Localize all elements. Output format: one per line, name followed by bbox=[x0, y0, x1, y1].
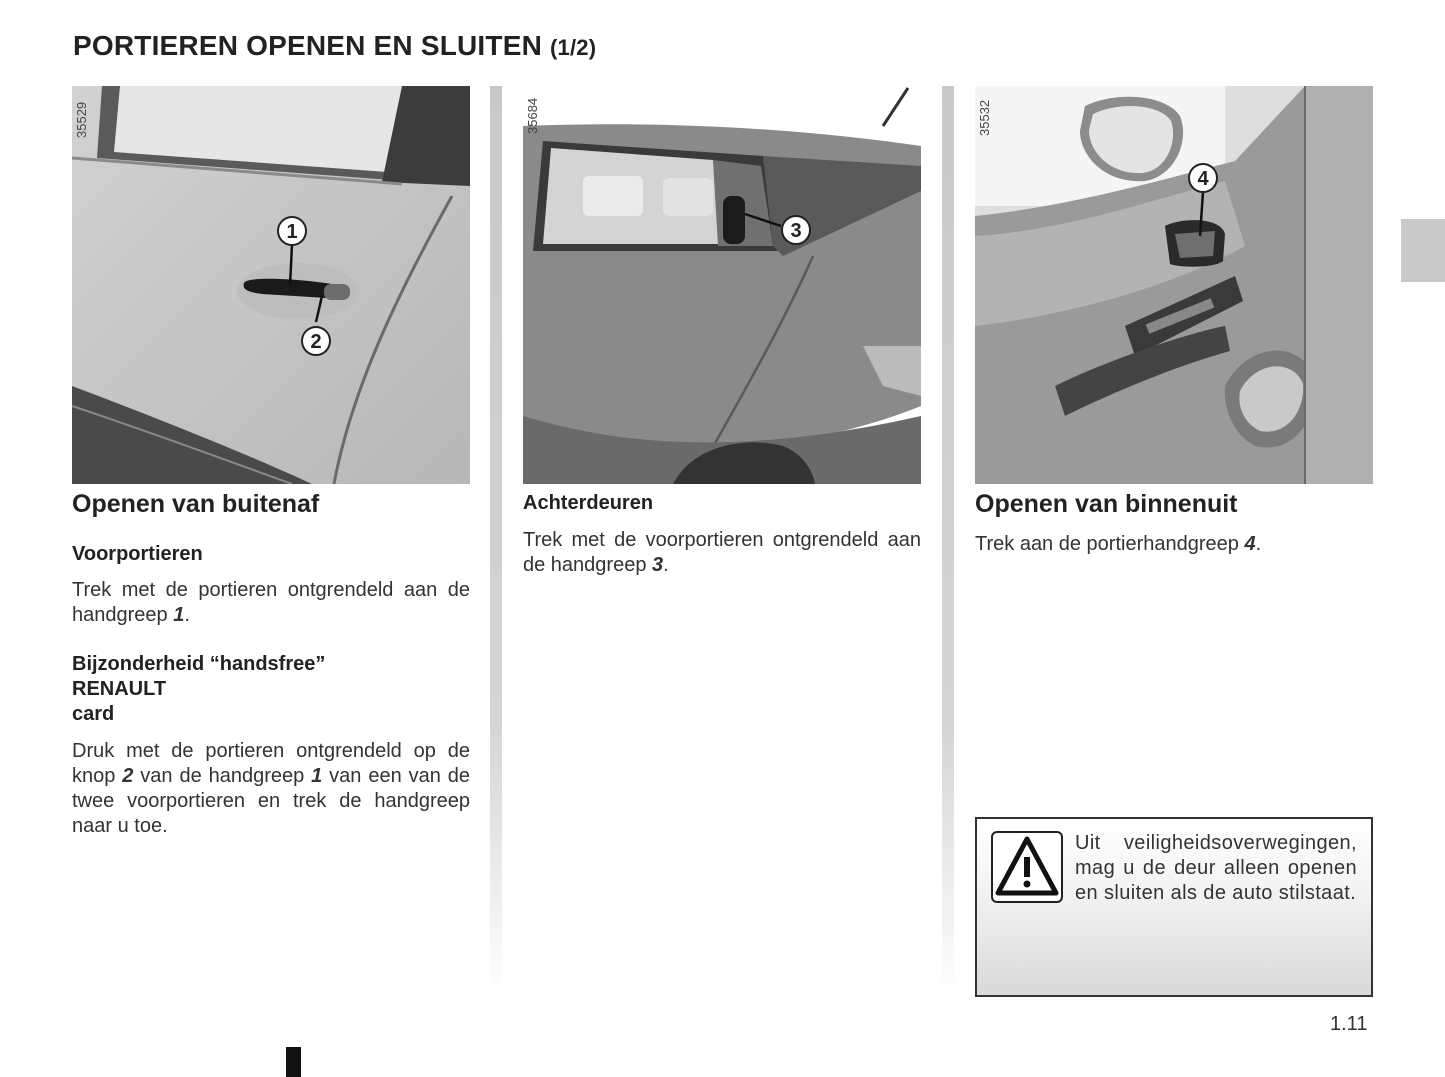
text: Druk met de portieren ontgrendeld op de knop bbox=[72, 740, 470, 787]
section-heading: Openen van buitenaf bbox=[72, 490, 320, 518]
column-divider bbox=[942, 86, 954, 996]
callout-4-label: 4 bbox=[1197, 168, 1209, 190]
text: van een van de twee voorportieren en trek de handgreep naar u toe. bbox=[72, 765, 470, 837]
text: Bijzonderheid “handsfree” bbox=[72, 653, 326, 675]
chapter-tab bbox=[1401, 219, 1445, 282]
paragraph-rear-doors bbox=[523, 528, 921, 578]
ref-number: 3 bbox=[652, 554, 664, 576]
text: van de handgreep bbox=[133, 765, 312, 787]
paragraph-front-doors bbox=[72, 578, 470, 628]
page-title-text: PORTIEREN OPENEN EN SLUITEN bbox=[73, 30, 543, 61]
warning-text: Uit veiligheidsoverwegingen, mag u de deur alleen openen en sluiten als de auto stilstaat. bbox=[1075, 832, 1357, 904]
warning-box bbox=[975, 817, 1373, 997]
figure-id: 35684 bbox=[525, 97, 540, 134]
ref-number: 1 bbox=[311, 765, 323, 787]
callout-3-label: 3 bbox=[790, 220, 802, 242]
callout-1 bbox=[278, 217, 306, 245]
figure-exterior-door-handle bbox=[72, 86, 470, 484]
column-inside-opening bbox=[975, 86, 1373, 555]
warning-triangle-icon bbox=[991, 831, 1063, 903]
text: Trek aan de portierhandgreep bbox=[975, 533, 1245, 555]
page-number: 1.11 bbox=[1330, 1013, 1368, 1035]
column-divider bbox=[490, 86, 502, 996]
text: card bbox=[72, 703, 115, 725]
interior-door-illustration bbox=[975, 86, 1373, 484]
callout-2 bbox=[302, 327, 330, 355]
text: . bbox=[1255, 533, 1262, 555]
subheading-front-doors: Voorportieren bbox=[72, 543, 203, 565]
text: . bbox=[663, 554, 669, 576]
ref-number: 2 bbox=[122, 765, 134, 787]
column-rear-doors bbox=[523, 86, 921, 576]
paragraph-inside-opening bbox=[975, 532, 1373, 557]
figure-id: 35529 bbox=[74, 101, 89, 138]
callout-4 bbox=[1189, 164, 1217, 192]
subheading-handsfree bbox=[72, 652, 325, 727]
exterior-door-illustration bbox=[72, 86, 470, 484]
callout-1-label: 1 bbox=[286, 221, 298, 243]
text: RENAULT bbox=[72, 678, 167, 700]
paragraph-handsfree bbox=[72, 739, 470, 839]
figure-interior-door-handle bbox=[975, 86, 1373, 484]
text: Trek met de voorportieren ontgrendeld aan de handgreep bbox=[523, 529, 921, 576]
column-outside-opening bbox=[72, 86, 470, 837]
text: . bbox=[184, 604, 190, 626]
callout-3 bbox=[782, 216, 810, 244]
ref-number: 1 bbox=[173, 604, 185, 626]
figure-id: 35532 bbox=[977, 99, 992, 136]
callout-2-label: 2 bbox=[310, 331, 322, 353]
text: Trek met de portieren ontgrendeld aan de handgreep bbox=[72, 579, 470, 626]
section-heading: Openen van binnenuit bbox=[975, 490, 1238, 518]
ref-number: 4 bbox=[1244, 533, 1256, 555]
figure-rear-door-handle bbox=[523, 86, 921, 484]
page-title bbox=[73, 30, 596, 62]
rear-door-illustration bbox=[523, 86, 921, 484]
page-title-part: (1/2) bbox=[550, 35, 597, 60]
page-marker bbox=[286, 1047, 301, 1077]
subheading-rear-doors: Achterdeuren bbox=[523, 492, 654, 514]
